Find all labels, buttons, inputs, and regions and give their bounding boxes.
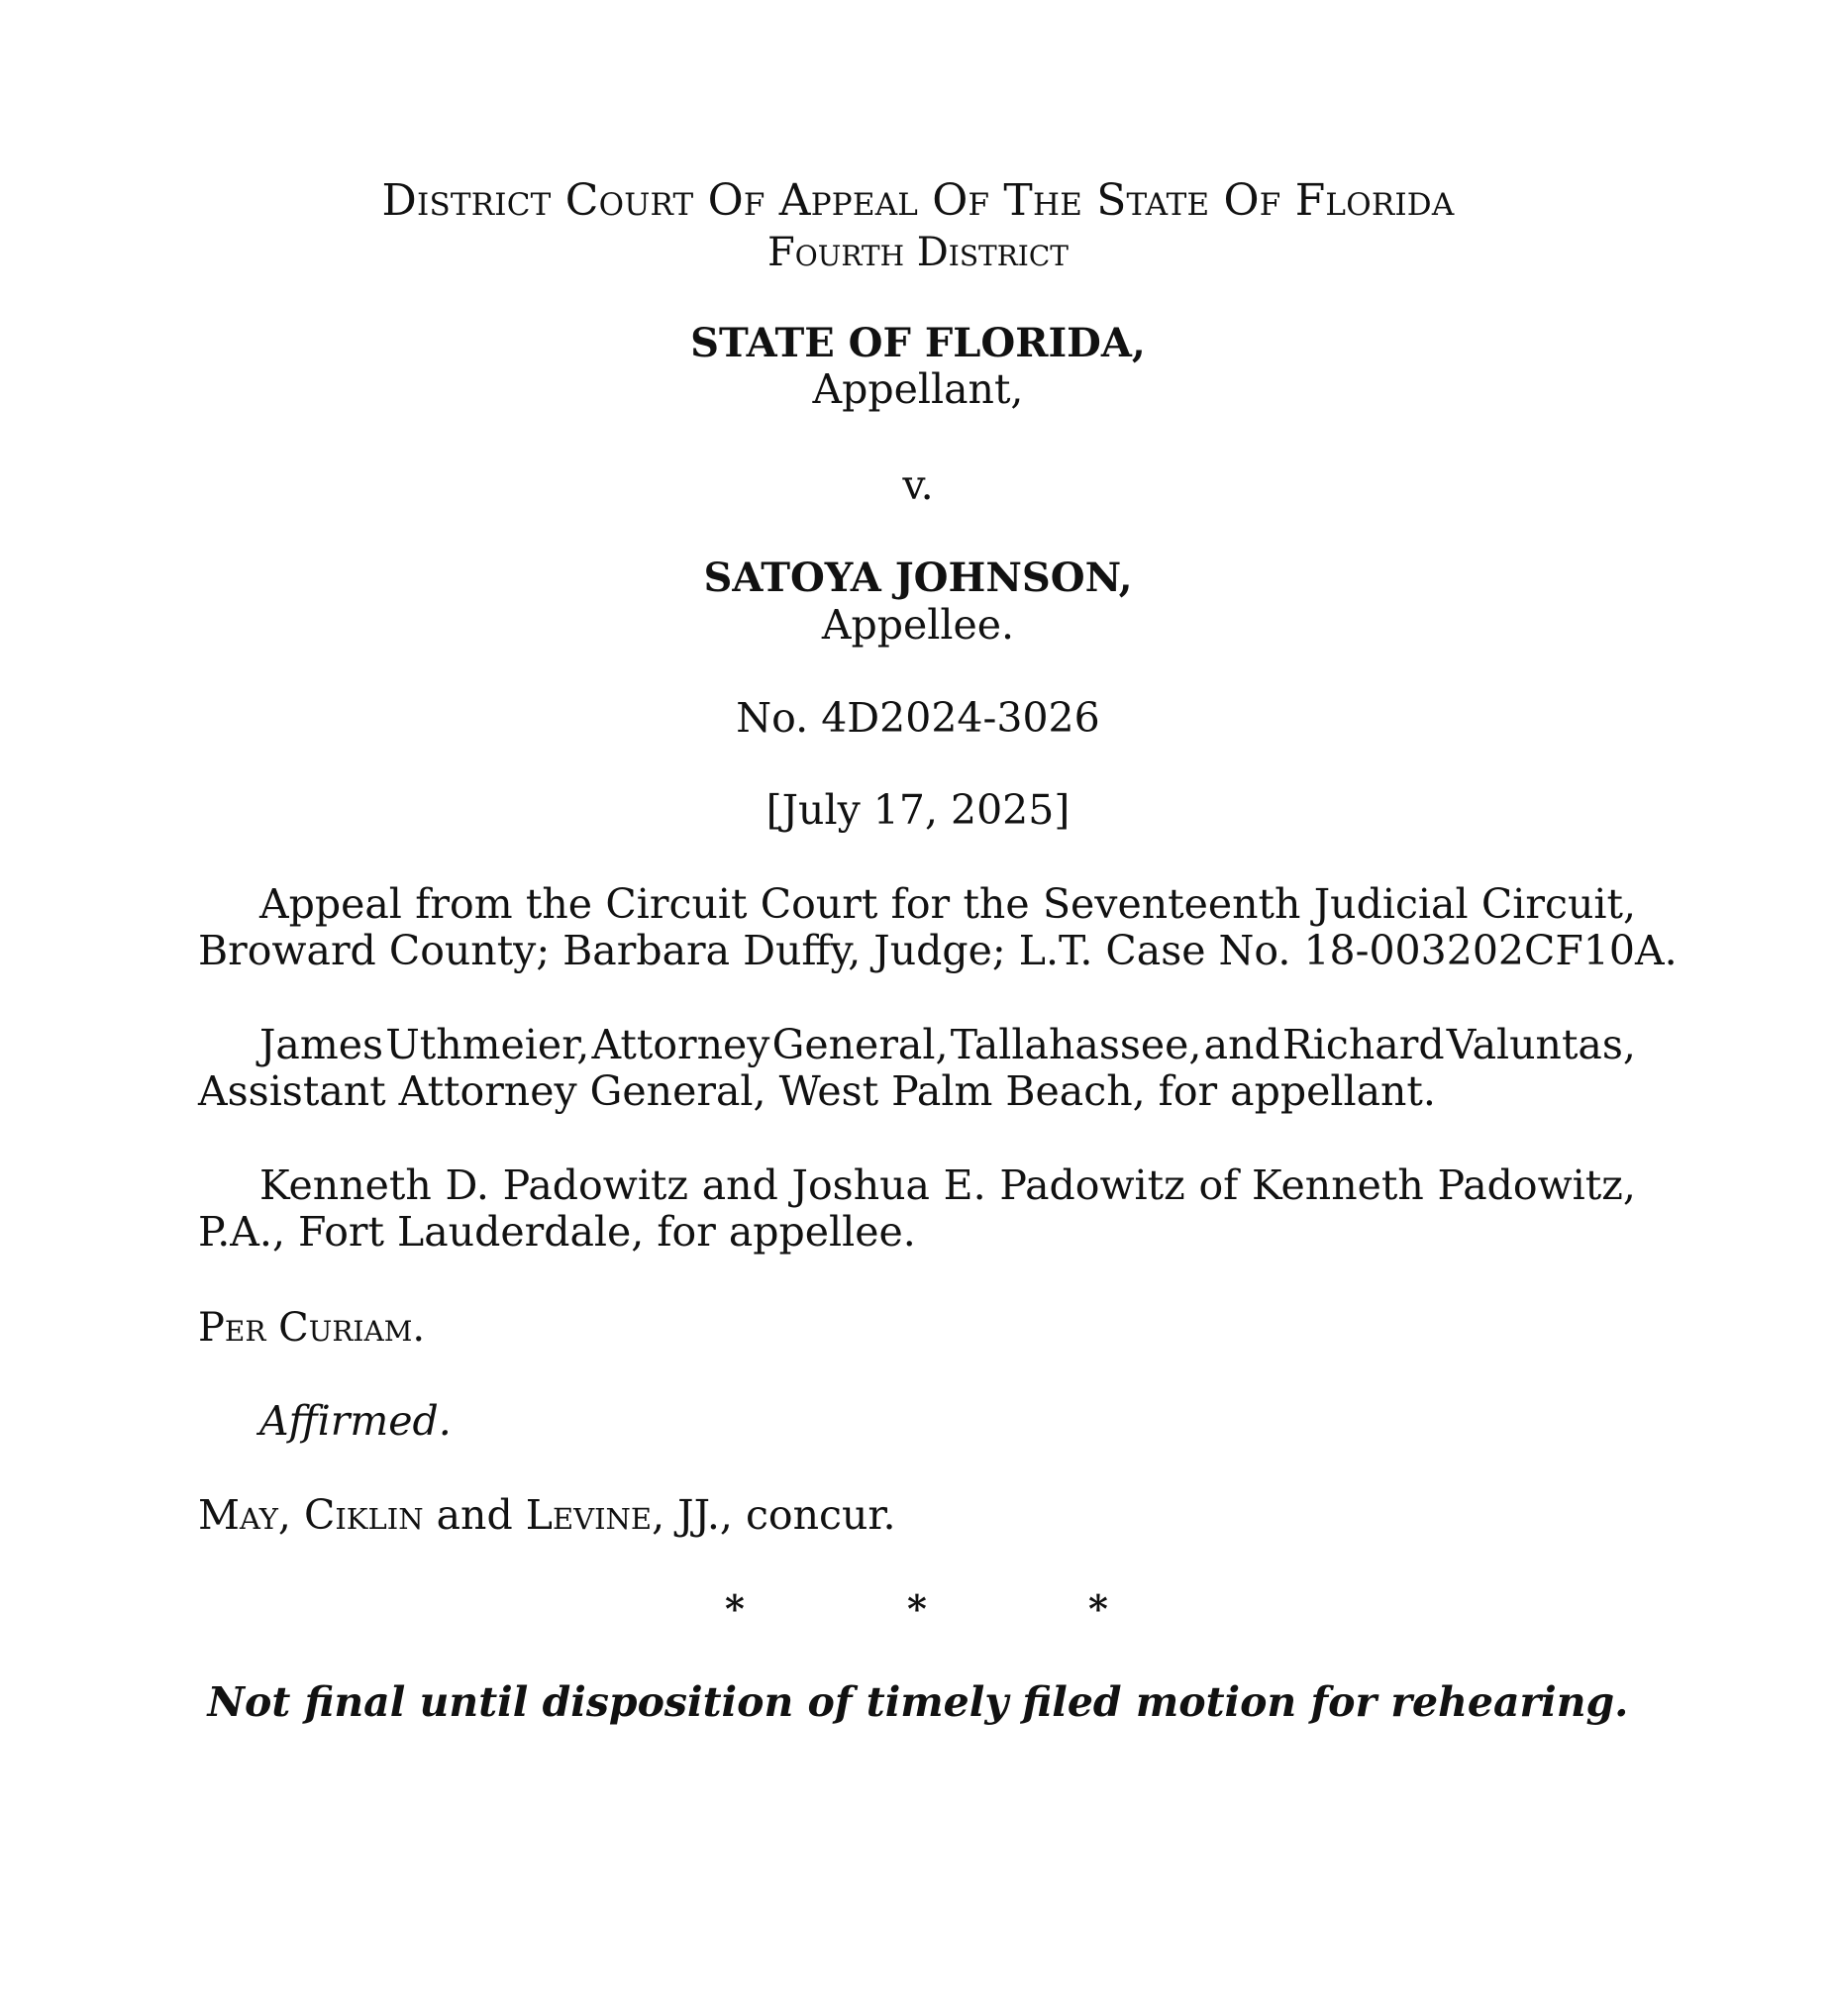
docket-number: No. 4D2024-3026 [736, 694, 1100, 742]
district-title: Fourth District [767, 230, 1069, 275]
separator-star: * [725, 1586, 745, 1631]
word: Kenneth [1252, 1161, 1424, 1209]
word: Padowitz [999, 1161, 1185, 1209]
word: Circuit [605, 880, 748, 928]
word: Richard [1281, 1021, 1445, 1068]
appeal-line-1 [198, 881, 1636, 928]
word: Circuit, [1480, 880, 1636, 928]
word: Valuntas, [1446, 1021, 1636, 1068]
word: Tallahassee, [950, 1021, 1202, 1068]
separator-star: * [1088, 1586, 1108, 1631]
judge-levine: Levine [525, 1491, 653, 1539]
disposition: Affirmed. [259, 1397, 452, 1445]
judge-ciklin: Ciklin [303, 1491, 424, 1539]
word: Judicial [1313, 880, 1469, 928]
word: Seventeenth [1042, 880, 1301, 928]
appellee-counsel-paragraph [198, 1162, 1636, 1256]
rehearing-notice: Not final until disposition of timely filed motion for rehearing. [207, 1678, 1629, 1726]
appellant-name: STATE OF FLORIDA, [690, 320, 1146, 366]
appeal-paragraph [198, 880, 1678, 974]
word: and [701, 1161, 778, 1209]
word: D. [445, 1161, 489, 1209]
word: of [1198, 1161, 1239, 1209]
word: Court [760, 880, 878, 928]
appellant-counsel-paragraph [198, 1022, 1636, 1115]
appellee-counsel-line-1 [198, 1162, 1636, 1209]
word: for [890, 880, 951, 928]
separator-star: * [907, 1586, 927, 1631]
word: Padowitz [502, 1161, 689, 1209]
word: the [525, 880, 593, 928]
word: Uthmeier, [385, 1021, 590, 1068]
section-separator [0, 1586, 1836, 1631]
concur-and: and [423, 1491, 526, 1539]
word: James [259, 1021, 384, 1068]
per-curiam: Per Curiam. [198, 1305, 426, 1351]
appellant-counsel-line-1 [198, 1022, 1636, 1068]
word: and [1203, 1021, 1280, 1068]
appellee-counsel-line-2: P.A., Fort Lauderdale, for appellee. [198, 1208, 916, 1256]
word: Joshua [791, 1161, 930, 1209]
concur-tail: , JJ., concur. [652, 1491, 896, 1539]
appellee-name: SATOYA JOHNSON, [703, 554, 1133, 601]
word: Appeal [259, 880, 402, 928]
word: Padowitz, [1437, 1161, 1636, 1209]
versus: v. [902, 461, 934, 509]
word: from [415, 880, 513, 928]
court-title: District Court Of Appeal Of The State Of Florida [381, 175, 1455, 226]
word: E. [943, 1161, 986, 1209]
decision-date: [July 17, 2025] [765, 786, 1071, 834]
concur-separator: , [277, 1491, 304, 1539]
word: Attorney [591, 1021, 770, 1068]
appellee-role: Appellee. [821, 601, 1015, 649]
word: General, [771, 1021, 949, 1068]
judge-may: May [198, 1491, 278, 1539]
concurrence-line [198, 1490, 896, 1540]
appellant-counsel-line-2: Assistant Attorney General, West Palm Beach, for appellant. [198, 1067, 1436, 1115]
appeal-line-2: Broward County; Barbara Duffy, Judge; L.T. Case No. 18-003202CF10A. [198, 927, 1678, 974]
word: the [963, 880, 1030, 928]
word: Kenneth [259, 1161, 432, 1209]
appellant-role: Appellant, [812, 365, 1024, 413]
